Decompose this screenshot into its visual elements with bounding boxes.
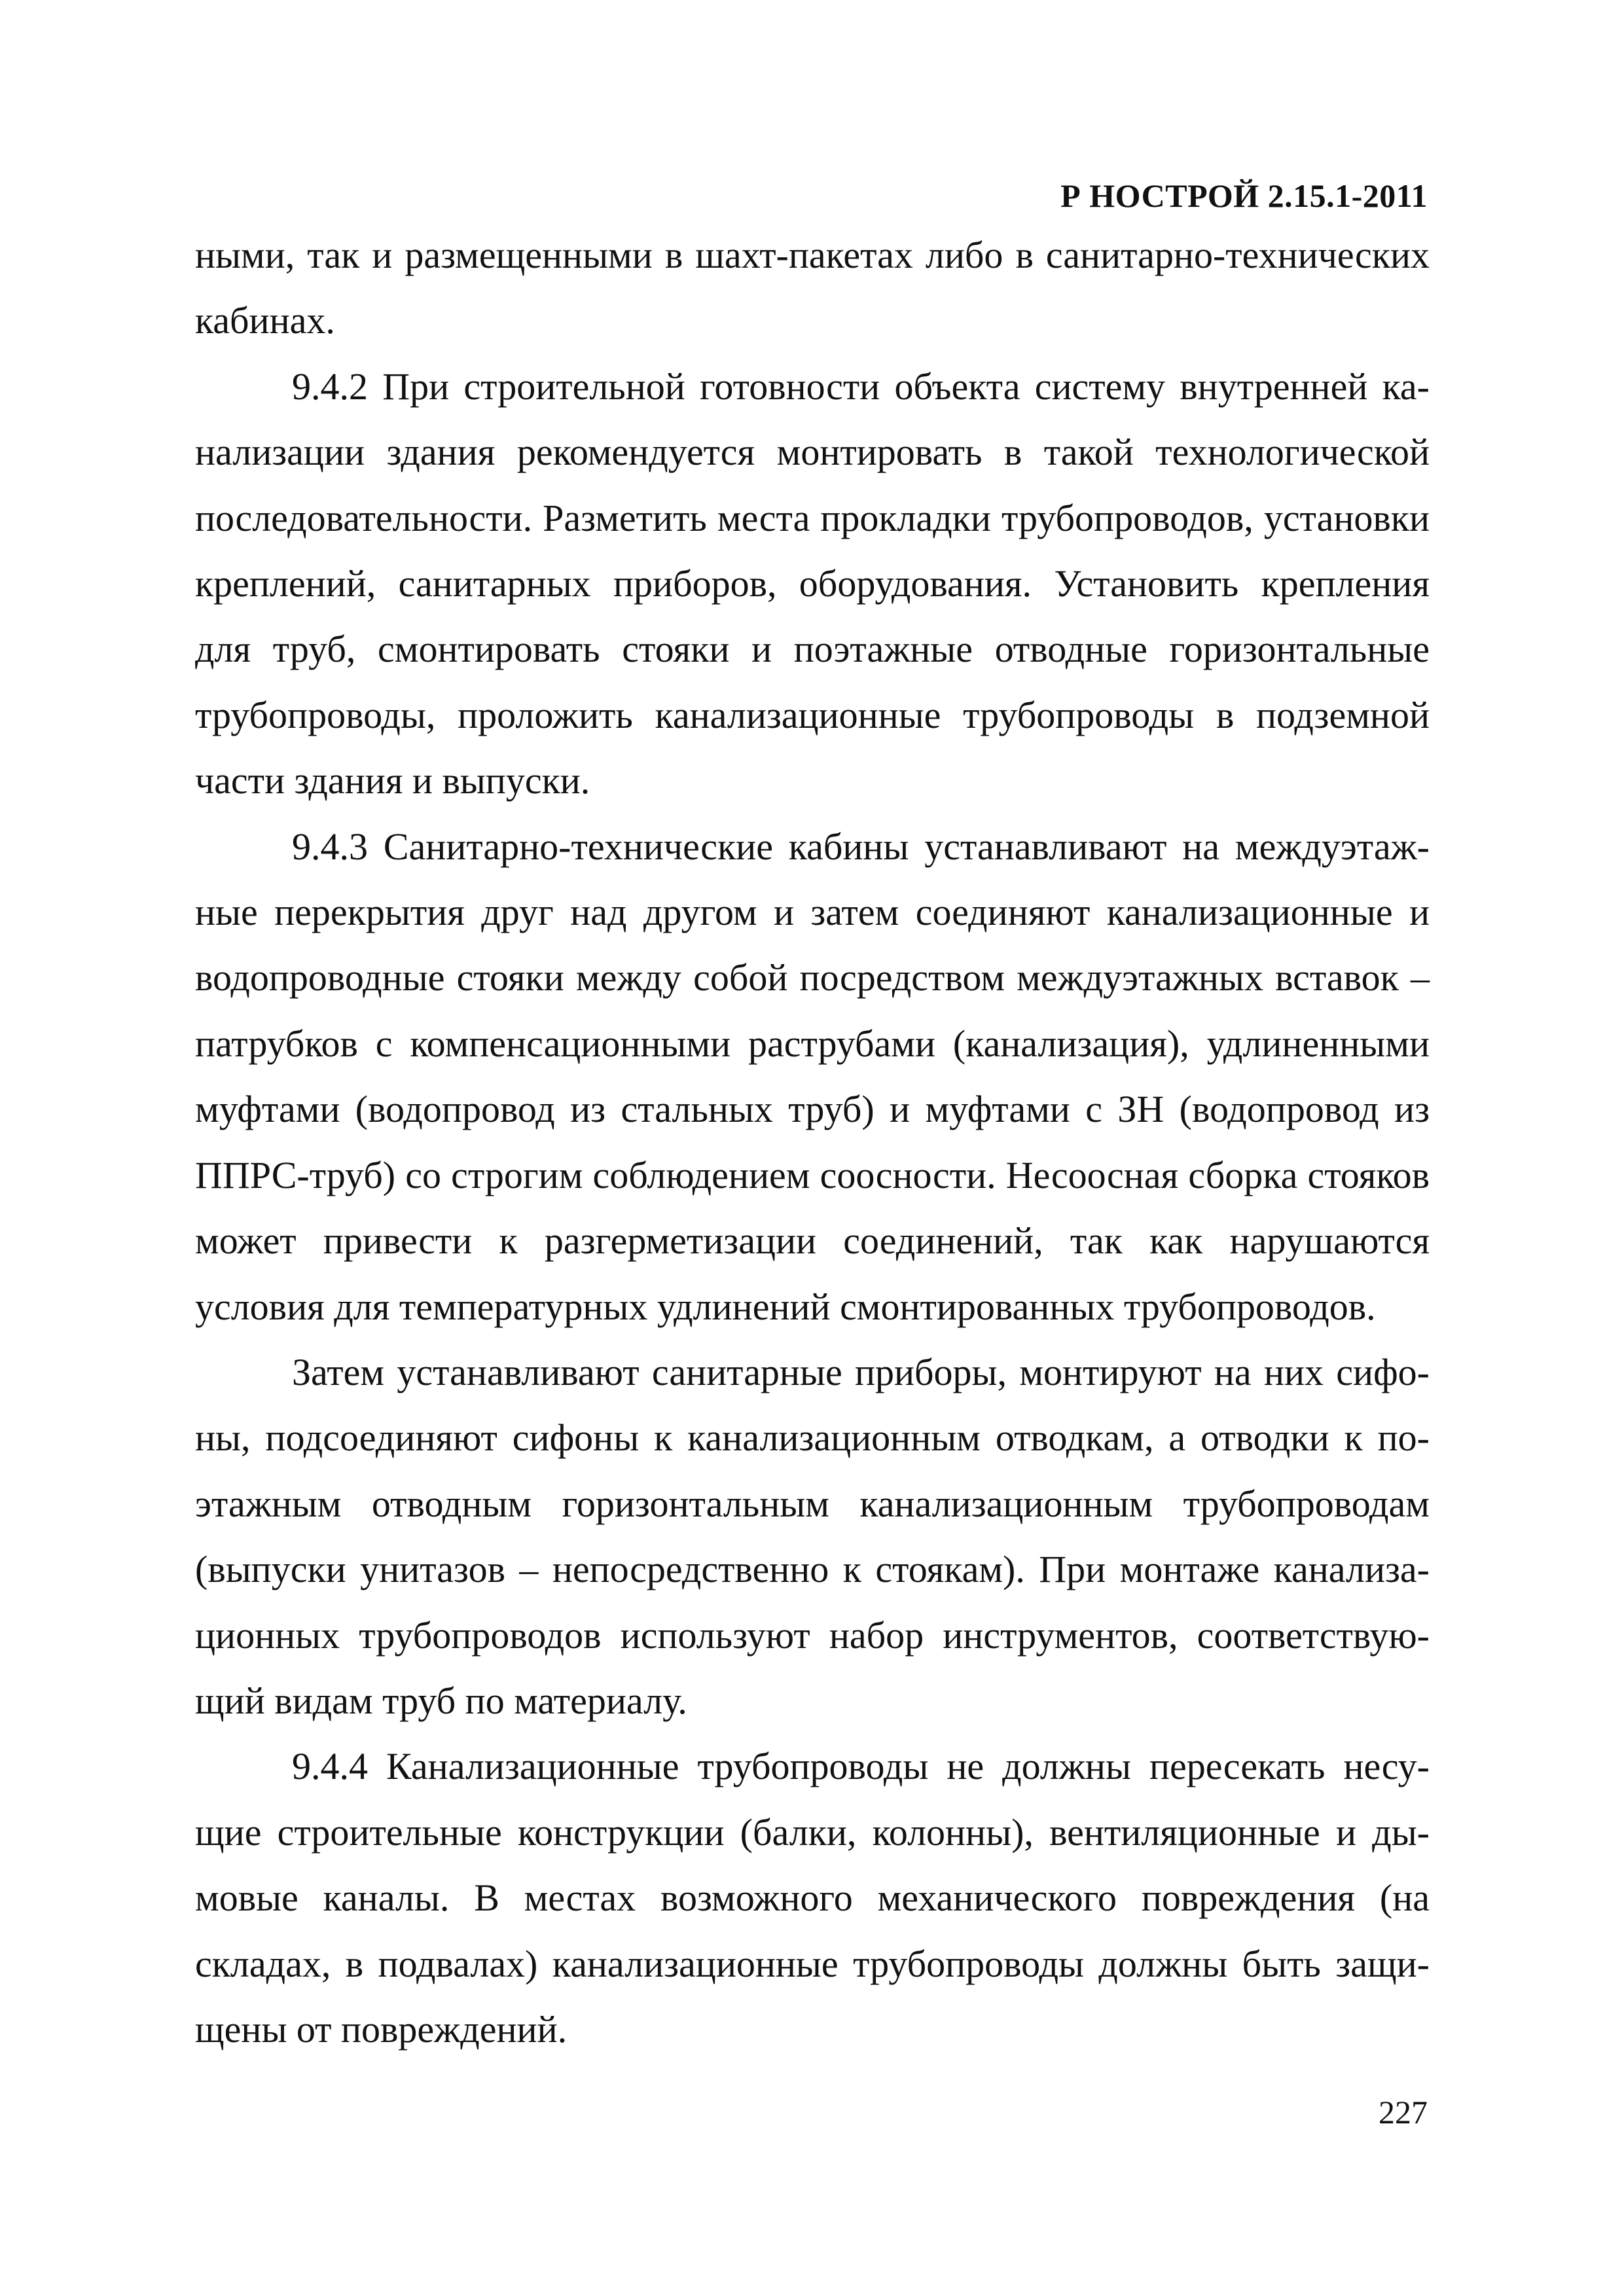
paragraph-9-4-4: 9.4.4 Канализационные трубопроводы не должны пересекать несущие строительные конструкции (балки, колонны), вентиляционные и дымовые каналы. В местах возможного механического повреждения (на складах, в подвалах) канализационные трубопроводы должны быть защищены от повреждений. <box>195 1745 1430 2051</box>
document-code-header: Р НОСТРОЙ 2.15.1-2011 <box>1060 177 1428 214</box>
paragraph-9-4-3-continued: Затем устанавливают санитарные приборы, монтируют на них сифоны, подсоединяют сифоны к канализационным отводкам, а отводки к поэтажным отводным горизонтальным канализационным трубопроводам (выпуски унитазов – непосредственно к стоякам). При монтаже канализационных трубопроводов используют набор инструментов, соответствующий видам труб по материалу. <box>195 1350 1430 1722</box>
paragraph-9-4-2: 9.4.2 При строительной готовности объекта систему внутренней канализации здания рекомендуется монтировать в такой технологической последовательности. Разметить места прокладки трубопроводов, установки креплений, санитарных приборов, оборудования. Установить крепления для труб, смонтировать стояки и поэтажные отводные горизонтальные трубопроводы, проложить канализационные трубопроводы в подземной части здания и выпуски. <box>195 365 1430 802</box>
paragraph-9-4-3: 9.4.3 Санитарно-технические кабины устанавливают на междуэтажные перекрытия друг над другом и затем соединяют канализационные и водопроводные стояки между собой посредством междуэтажных вставок – патрубков с компенсационными раструбами (канализация), удлиненными муфтами (водопровод из стальных труб) и муфтами с ЗН (водопровод из ППРС-труб) со строгим соблюдением соосности. Несоосная сборка стояков может привести к разгерметизации соединений, так как нарушаются условия для температурных удлинений смонтированных трубопроводов. <box>195 825 1430 1328</box>
page-number: 227 <box>1379 2094 1428 2130</box>
main-text <box>195 223 1430 2062</box>
paragraph-continuation: ными, так и размещенными в шахт-пакетах либо в санитарно-технических кабинах. <box>195 234 1430 342</box>
